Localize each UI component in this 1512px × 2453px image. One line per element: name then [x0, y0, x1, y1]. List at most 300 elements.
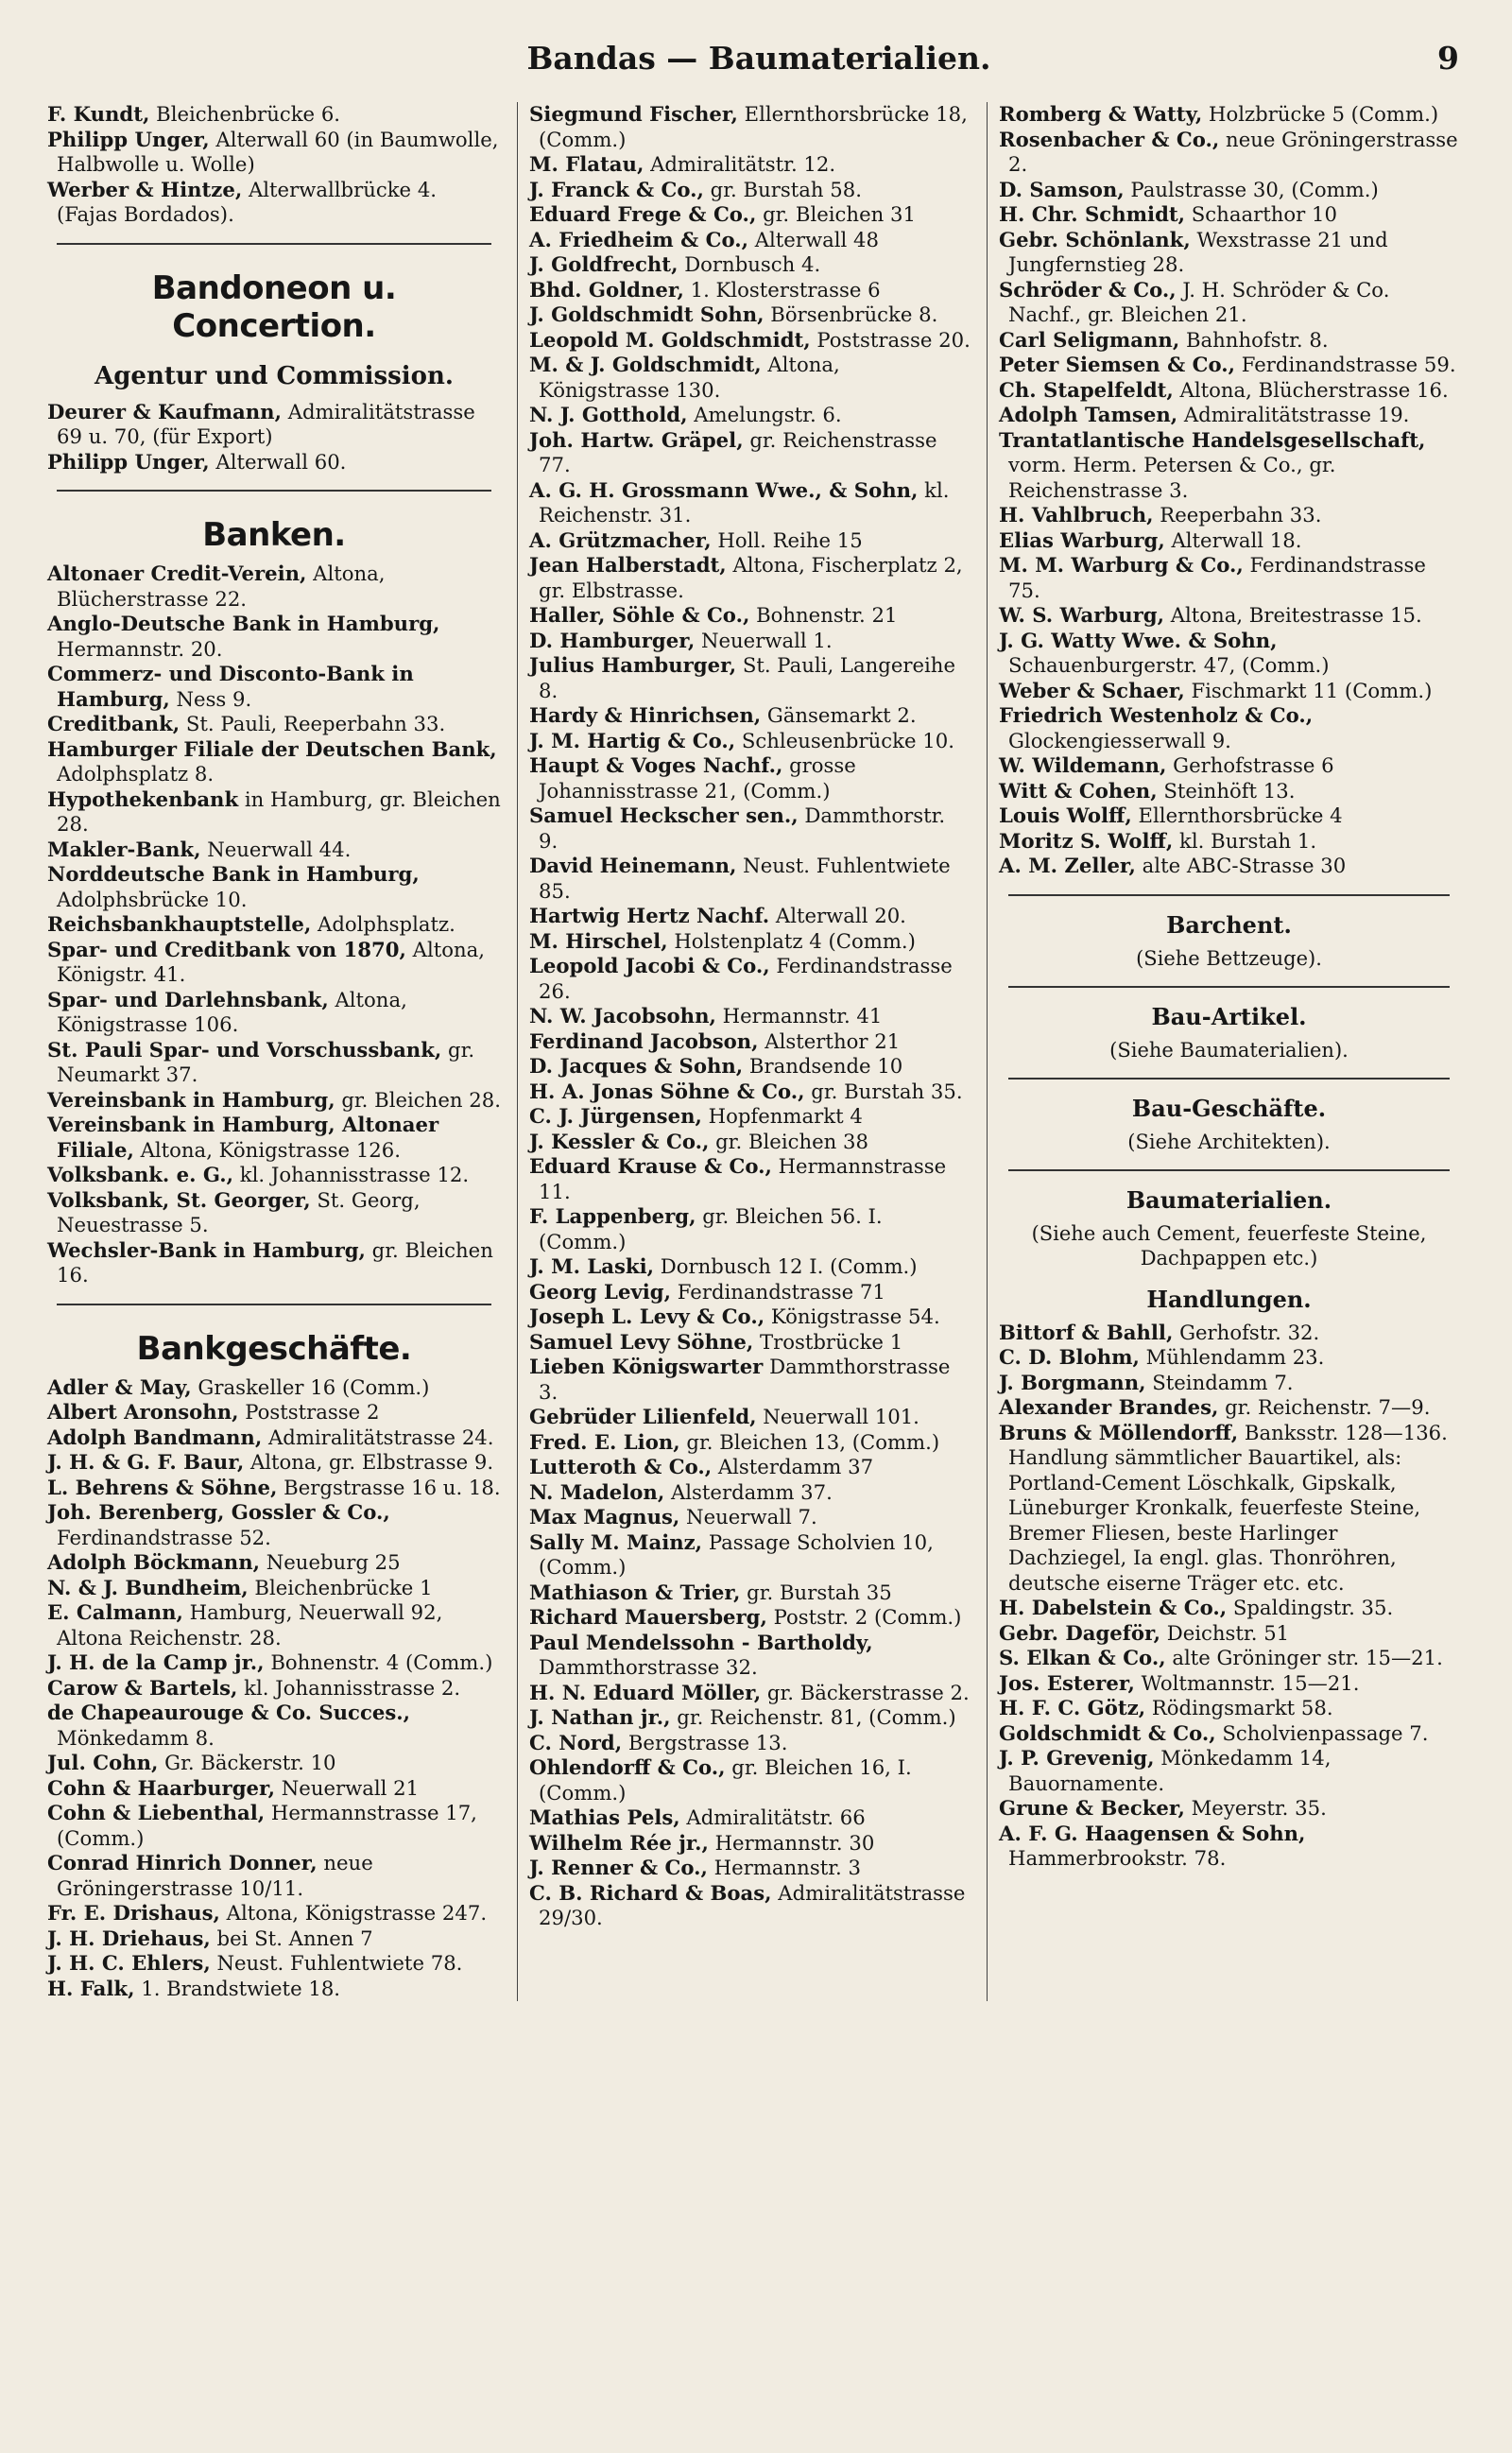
entry-name: Romberg & Watty, [999, 102, 1203, 126]
directory-entry [529, 553, 971, 603]
directory-entry [999, 829, 1459, 855]
directory-entry [47, 1650, 501, 1676]
entry-address: kl. Johannisstrasse 12. [233, 1163, 470, 1186]
entry-name: Volksbank. e. G., [47, 1163, 233, 1186]
entry-name: W. S. Warburg, [999, 603, 1164, 627]
entry-address: Bleichenbrücke 6. [149, 102, 341, 126]
entry-address: Alterwall 48 [747, 227, 879, 251]
directory-entry [529, 252, 971, 278]
entry-name: A. Grützmacher, [529, 527, 712, 552]
directory-entry [47, 1977, 501, 2002]
directory-entry [999, 1421, 1459, 1597]
directory-entry [529, 328, 971, 354]
entry-name: J. H. & G. F. Baur, [47, 1450, 245, 1474]
entry-address: gr. Burstah 35. [804, 1079, 963, 1103]
directory-entry [47, 1550, 501, 1576]
entry-address: Alterwall 60 (in Baumwolle, Halbwolle u. Wolle) [57, 127, 499, 176]
directory-entry [529, 1304, 971, 1330]
entry-name: Mathias Pels, [529, 1805, 680, 1829]
entry-address: Adolphsbrücke 10. [57, 887, 248, 911]
entry-name: St. Pauli Spar- und Vorschussbank, [47, 1037, 442, 1062]
entry-name: Grune & Becker, [999, 1796, 1185, 1820]
entry-name: Fr. E. Drishaus, [47, 1901, 220, 1925]
entry-name: J. Goldfrecht, [529, 252, 679, 276]
entry-name: H. Dabelstein & Co., [999, 1596, 1228, 1619]
entry-name: C. J. Jürgensen, [529, 1104, 702, 1128]
entry-name: Altonaer Credit-Verein, [47, 561, 307, 585]
directory-entry [47, 712, 501, 737]
directory-entry [999, 779, 1459, 804]
section-divider [57, 1304, 491, 1305]
entry-address: Adolphsplatz. [311, 912, 455, 936]
directory-entry [529, 102, 971, 152]
entry-address: gr. Reichenstr. 7—9. [1218, 1395, 1431, 1419]
directory-entry [529, 428, 971, 478]
directory-entry [47, 1163, 501, 1188]
directory-entry [529, 1455, 971, 1480]
directory-entry [999, 1822, 1459, 1872]
directory-entry [47, 1951, 501, 1977]
entry-name: Moritz S. Wolff, [999, 828, 1174, 853]
entry-name: A. M. Zeller, [999, 854, 1136, 877]
entry-address: Bahnhofstr. 8. [1179, 327, 1329, 352]
directory-entry [529, 1004, 971, 1029]
directory-entry [529, 1029, 971, 1055]
directory-entry [529, 202, 971, 228]
entry-name: Peter Siemsen & Co., [999, 353, 1235, 376]
entry-name: Wilhelm Rée jr., [529, 1830, 709, 1855]
section-divider [1008, 1078, 1450, 1080]
entry-address: Alsterthor 21 [758, 1028, 901, 1053]
page-header [47, 40, 1470, 83]
directory-entry [529, 528, 971, 554]
directory-entry [47, 1450, 501, 1476]
entry-address: Gr. Bäckerstr. 10 [158, 1751, 336, 1774]
directory-entry [529, 854, 971, 904]
entry-name: Spar- und Creditbank von 1870, [47, 937, 406, 961]
directory-entry [529, 1080, 971, 1105]
entry-address: Hammerbrookstr. 78. [1008, 1846, 1227, 1870]
entry-name: J. Goldschmidt Sohn, [529, 302, 765, 326]
directory-entry [529, 1104, 971, 1130]
section-heading: Bankgeschäfte. [136, 1329, 412, 1368]
directory-entry [999, 328, 1459, 354]
entry-address: Hopfenmarkt 4 [701, 1104, 863, 1128]
directory-entry [999, 1746, 1459, 1796]
entry-address: Admiralitätstrasse 24. [262, 1425, 494, 1449]
directory-entry [529, 1755, 971, 1805]
entry-name: Max Magnus, [529, 1505, 680, 1529]
columns [47, 102, 1470, 2001]
entry-address: Adolphsplatz 8. [57, 762, 215, 786]
entry-address: Admiralitätstr. 66 [679, 1805, 866, 1829]
entry-address: Dornbusch 12 I. (Comm.) [654, 1254, 918, 1278]
entry-name: N. J. Gotthold, [529, 403, 688, 426]
entry-address: Alsterdamm 37 [712, 1455, 874, 1478]
directory-entry [47, 612, 501, 662]
entry-name: Sally M. Mainz, [529, 1529, 703, 1554]
entry-address: gr. Burstah 35 [740, 1580, 892, 1604]
directory-entry [47, 737, 501, 787]
entry-address: Königstrasse 54. [765, 1304, 940, 1328]
entry-name: Spar- und Darlehnsbank, [47, 987, 329, 1011]
entry-name: Eduard Frege & Co., [529, 202, 757, 226]
entry-address: Fischmarkt 11 (Comm.) [1184, 678, 1433, 702]
entry-address: Steindamm 7. [1145, 1370, 1294, 1394]
directory-entry [529, 1505, 971, 1530]
section-heading: Bandoneon u. Concertion. [151, 268, 397, 345]
directory-entry [999, 1621, 1459, 1647]
entry-name: H. Vahlbruch, [999, 503, 1154, 527]
entry-address: Hermannstr. 3 [707, 1856, 861, 1879]
directory-entry [529, 302, 971, 328]
directory-entry [47, 1500, 501, 1550]
entry-address: kl. Burstah 1. [1173, 828, 1317, 853]
entry-name: Jul. Cohn, [47, 1751, 159, 1774]
entry-address: J. H. Schröder & Co. Nachf., gr. Bleichen 21. [1008, 277, 1390, 326]
entry-address: Glockengiesserwall 9. [1008, 728, 1231, 752]
entry-address: Bohnenstr. 21 [749, 603, 898, 627]
entry-name: Lieben Königswarter [529, 1355, 764, 1378]
entry-address: Alsterdamm 37. [664, 1479, 833, 1504]
entry-address: alte Gröninger str. 15—21. [1165, 1646, 1443, 1669]
directory-entry [47, 1375, 501, 1401]
entry-address: Altona, Königstrasse 106. [57, 987, 407, 1036]
entry-address: Hermannstr. 20. [57, 636, 223, 661]
entry-name: Haller, Söhle & Co., [529, 603, 750, 627]
entry-name: Friedrich Westenholz & Co., [999, 703, 1314, 727]
directory-entry [47, 178, 501, 228]
entry-name: E. Calmann, [47, 1600, 183, 1624]
entry-name: Haupt & Voges Nachf., [529, 753, 783, 777]
directory-entry [999, 1646, 1459, 1671]
directory-entry [47, 1776, 501, 1802]
entry-address: Brandsende 10 [743, 1054, 903, 1078]
entry-name: J. M. Hartig & Co., [529, 728, 736, 752]
entry-address: Neuerwall 21 [275, 1775, 420, 1800]
directory-entry [47, 862, 501, 912]
section-divider [1008, 894, 1450, 896]
section-divider [57, 243, 491, 245]
entry-address: Neuerwall 44. [200, 837, 352, 861]
directory-entry [47, 1701, 501, 1751]
directory-entry [529, 1204, 971, 1254]
directory-entry [47, 912, 501, 938]
entry-name: Leopold Jacobi & Co., [529, 954, 770, 977]
entry-name: de Chapeaurouge & Co. Succes., [47, 1701, 411, 1724]
entry-address: Bohnenstr. 4 (Comm.) [264, 1650, 493, 1674]
entry-name: J. P. Grevenig, [999, 1746, 1155, 1770]
entry-address: kl. Johannisstrasse 2. [237, 1675, 461, 1700]
entry-name: H. Falk, [47, 1976, 135, 2000]
directory-entry [529, 1631, 971, 1681]
entry-address: Ness 9. [169, 686, 252, 711]
directory-entry [999, 1596, 1459, 1621]
entry-address: Neust. Fuhlentwiete 85. [539, 854, 951, 903]
directory-entry [529, 1530, 971, 1581]
entry-name: Georg Levig, [529, 1279, 671, 1304]
directory-entry [47, 662, 501, 712]
directory-entry [999, 553, 1459, 603]
directory-entry [47, 102, 501, 128]
directory-entry [999, 102, 1459, 128]
entry-address: Rödingsmarkt 58. [1145, 1696, 1333, 1719]
entry-address: Admiralitätstrasse 19. [1177, 403, 1410, 426]
directory-entry [47, 1088, 501, 1114]
entry-address: Poststrasse 2 [238, 1400, 380, 1424]
entry-name: Siegmund Fischer, [529, 102, 738, 126]
entry-name: W. Wildemann, [999, 753, 1167, 777]
entry-name: Commerz- und Disconto-Bank in Hamburg, [47, 662, 414, 711]
entry-address: Altona, Fischerplatz 2, gr. Elbstrasse. [539, 553, 963, 602]
entry-address: gr. Bleichen 16, I. (Comm.) [539, 1755, 912, 1805]
directory-entry [999, 1321, 1459, 1346]
entry-address: St. Pauli, Langereihe 8. [539, 653, 955, 702]
directory-entry [529, 1355, 971, 1405]
directory-entry [999, 1696, 1459, 1721]
entry-name: J. Borgmann, [999, 1370, 1146, 1394]
entry-name: Wechsler-Bank in Hamburg, [47, 1237, 366, 1262]
directory-entry [529, 1130, 971, 1155]
entry-name: Adler & May, [47, 1374, 192, 1399]
subsection-heading: Bau-Artikel. [1151, 1002, 1307, 1030]
entry-address: Bleichenbrücke 1 [248, 1575, 433, 1599]
entry-name: Gebrüder Lilienfeld, [529, 1405, 757, 1428]
entry-name: N. W. Jacobsohn, [529, 1004, 716, 1028]
entry-name: Albert Aronsohn, [47, 1400, 239, 1424]
directory-entry [999, 353, 1459, 378]
entry-address: Paulstrasse 30, (Comm.) [1124, 177, 1379, 201]
entry-address: Amelungstr. 6. [687, 403, 842, 426]
directory-entry [529, 1731, 971, 1756]
directory-entry [999, 854, 1459, 879]
entry-address: alte ABC-Strasse 30 [1135, 854, 1347, 877]
entry-address: Steinhöft 13. [1157, 778, 1296, 803]
entry-address: gr. Bleichen 13, (Comm.) [679, 1429, 940, 1454]
directory-entry [47, 1476, 501, 1501]
entry-name: J. Franck & Co., [529, 177, 704, 201]
directory-entry [999, 1721, 1459, 1747]
directory-entry [47, 988, 501, 1038]
directory-entry [529, 1605, 971, 1631]
entry-name: Ch. Stapelfeldt, [999, 377, 1174, 402]
entry-name: Carl Seligmann, [999, 327, 1180, 352]
page-number: 9 [1437, 40, 1459, 77]
directory-entry [529, 929, 971, 955]
entry-address: Ellernthorsbrücke 18, (Comm.) [539, 102, 968, 151]
directory-entry [47, 787, 501, 838]
entry-name: M. & J. Goldschmidt, [529, 353, 762, 376]
entry-address: gr. Burstah 58. [703, 177, 862, 201]
entry-address: Ferdinandstrasse 75. [1008, 553, 1426, 602]
directory-entry [529, 1430, 971, 1456]
entry-address: Ferdinandstrasse 52. [57, 1525, 271, 1549]
entry-name: Adolph Tamsen, [999, 403, 1178, 426]
entry-address: Gerhofstrasse 6 [1166, 753, 1334, 777]
entry-name: Philipp Unger, [47, 449, 210, 474]
directory-entry [47, 1425, 501, 1451]
entry-address: Trostbrücke 1 [753, 1329, 903, 1354]
entry-address: Admiralitätstrasse 69 u. 70, (für Export) [57, 399, 475, 448]
entry-address: Alterwall 60. [209, 449, 347, 474]
entry-address: Holzbrücke 5 (Comm.) [1202, 102, 1439, 126]
entry-name: Vereinsbank in Hamburg, Altonaer Filiale, [47, 1113, 439, 1162]
entry-name: D. Hamburger, [529, 628, 696, 652]
entry-name: D. Samson, [999, 177, 1125, 201]
entry-address: Dammthorstr. 9. [539, 803, 946, 853]
entry-name: Hardy & Hinrichsen, [529, 703, 762, 727]
cross-reference: (Siehe Baumaterialien). [1109, 1038, 1349, 1062]
entry-name: C. D. Blohm, [999, 1345, 1140, 1369]
entry-address: 1. Klosterstrasse 6 [683, 277, 881, 302]
entry-address: Woltmannstr. 15—21. [1134, 1670, 1360, 1695]
directory-entry [999, 1395, 1459, 1421]
entry-address: neue Gröningerstrasse 10/11. [57, 1851, 373, 1900]
entry-name: A. G. H. Grossmann Wwe., & Sohn, [529, 477, 919, 502]
entry-name: D. Jacques & Sohn, [529, 1054, 744, 1078]
subsection-heading: Bau-Geschäfte. [1131, 1094, 1327, 1122]
directory-entry [529, 1254, 971, 1280]
entry-address: Admiralitätstr. 12. [644, 152, 836, 176]
directory-entry [999, 803, 1459, 829]
entry-name: J. H. C. Ehlers, [47, 1951, 211, 1975]
entry-address: neue Gröningerstrasse 2. [1008, 127, 1458, 176]
entry-name: J. H. Driehaus, [47, 1926, 211, 1950]
entry-name: Lutteroth & Co., [529, 1455, 713, 1478]
entry-name: J. Renner & Co., [529, 1856, 708, 1879]
entry-address: Neuerwall 101. [756, 1405, 919, 1428]
entry-address: Alterwall 18. [1164, 527, 1302, 552]
directory-entry [999, 679, 1459, 704]
entry-address: grosse Johannisstrasse 21, (Comm.) [539, 753, 856, 803]
entry-address: Altona, Blücherstrasse 16. [1173, 377, 1449, 402]
entry-name: Ohlendorff & Co., [529, 1755, 726, 1779]
entry-address: Poststrasse 20. [810, 327, 971, 352]
running-title: Bandas — Baumaterialien. [526, 40, 991, 77]
entry-name: Anglo-Deutsche Bank in Hamburg, [47, 612, 440, 635]
entry-name: J. Nathan jr., [529, 1705, 671, 1729]
entry-name: Fred. E. Lion, [529, 1429, 680, 1454]
entry-name: C. Nord, [529, 1730, 623, 1754]
entry-address: Altona, gr. Elbstrasse 9. [244, 1450, 494, 1474]
entry-name: Goldschmidt & Co., [999, 1720, 1216, 1745]
directory-entry [529, 228, 971, 253]
entry-address: Ferdinandstrasse 71 [671, 1279, 885, 1304]
entry-name: A. Friedheim & Co., [529, 227, 748, 251]
entry-name: Samuel Levy Söhne, [529, 1329, 754, 1354]
entry-address: Ferdinandstrasse 26. [539, 954, 953, 1003]
entry-name: J. G. Watty Wwe. & Sohn, [999, 628, 1278, 652]
entry-address: Poststr. 2 (Comm.) [766, 1605, 962, 1629]
entry-name: Gebr. Schönlank, [999, 227, 1191, 251]
column-1 [47, 102, 501, 2001]
entry-address: gr. Bleichen 38 [709, 1129, 868, 1153]
entry-address: Alterwall 20. [769, 904, 906, 927]
directory-entry [47, 938, 501, 988]
entry-name: M. M. Warburg & Co., [999, 553, 1244, 577]
entry-name: Deurer & Kaufmann, [47, 399, 282, 423]
entry-name: Reichsbankhauptstelle, [47, 912, 312, 936]
entry-name: Cohn & Haarburger, [47, 1775, 275, 1800]
directory-entry [999, 278, 1459, 328]
entry-address: Dornbusch 4. [678, 252, 821, 276]
directory-entry [47, 1751, 501, 1776]
directory-entry [529, 1054, 971, 1080]
entry-address: Passage Scholvien 10, (Comm.) [539, 1529, 934, 1579]
entry-address: Altona, Blücherstrasse 22. [57, 561, 386, 611]
entry-address: Altona, Königstrasse 247. [219, 1901, 488, 1925]
entry-name: Schröder & Co., [999, 277, 1177, 302]
entry-name: Richard Mauersberg, [529, 1605, 767, 1629]
directory-entry [47, 1926, 501, 1952]
entry-name: Ferdinand Jacobson, [529, 1028, 759, 1053]
section-divider [1008, 986, 1450, 988]
entry-address: Schaarthor 10 [1185, 202, 1337, 226]
entry-address: Börsenbrücke 8. [764, 302, 938, 326]
entry-address: Ferdinandstrasse 59. [1234, 353, 1456, 376]
entry-address: gr. Neumarkt 37. [57, 1037, 475, 1086]
entry-address: Ellernthorsbrücke 4 [1131, 803, 1343, 827]
directory-entry [999, 703, 1459, 753]
entry-address: Mönkedamm 8. [57, 1725, 215, 1750]
directory-entry [47, 450, 501, 475]
directory-entry [529, 1280, 971, 1305]
entry-name: Mathiason & Trier, [529, 1580, 741, 1604]
entry-address: gr. Reichenstrasse 77. [539, 427, 937, 476]
entry-name: Hypothekenbank [47, 786, 239, 811]
entry-address: Altona, Königstr. 41. [57, 937, 486, 986]
directory-entry [529, 1856, 971, 1881]
entry-name: H. Chr. Schmidt, [999, 202, 1186, 226]
directory-entry [999, 603, 1459, 629]
directory-entry [999, 378, 1459, 404]
entry-address: bei St. Annen 7 [210, 1926, 373, 1950]
entry-name: David Heinemann, [529, 854, 737, 877]
entry-address: Hermannstr. 30 [708, 1830, 875, 1855]
entry-address: gr. Bäckerstrasse 2. [761, 1680, 970, 1704]
entry-address: gr. Bleichen 16. [57, 1237, 493, 1287]
directory-entry [529, 1881, 971, 1931]
entry-name: Alexander Brandes, [999, 1395, 1219, 1419]
entry-address: Neuerwall 7. [679, 1505, 817, 1529]
entry-name: Jean Halberstadt, [529, 553, 727, 577]
entry-name: Conrad Hinrich Donner, [47, 1851, 318, 1874]
subsection-heading: Agentur und Commission. [94, 361, 454, 390]
directory-entry [47, 1238, 501, 1288]
directory-entry [47, 1600, 501, 1650]
directory-entry [47, 1576, 501, 1601]
entry-name: H. N. Eduard Möller, [529, 1680, 762, 1704]
directory-entry [47, 1901, 501, 1926]
entry-name: Hamburger Filiale der Deutschen Bank, [47, 736, 497, 761]
entry-name: Joh. Hartw. Gräpel, [529, 427, 744, 452]
entry-name: H. A. Jonas Söhne & Co., [529, 1079, 805, 1103]
directory-entry [47, 1038, 501, 1088]
entry-name: J. H. de la Camp jr., [47, 1650, 265, 1674]
entry-address: Neust. Fuhlentwiete 78. [210, 1951, 463, 1975]
directory-entry [529, 1681, 971, 1706]
directory-entry [999, 128, 1459, 178]
entry-name: Creditbank, [47, 712, 180, 735]
entry-address: Wexstrasse 21 und Jungfernstieg 28. [1008, 227, 1388, 276]
directory-entry [47, 1676, 501, 1702]
directory-entry [529, 703, 971, 729]
directory-entry [529, 803, 971, 854]
subsection-heading: Barchent. [1166, 910, 1292, 939]
directory-entry [999, 1671, 1459, 1697]
entry-name: Jos. Esterer, [999, 1670, 1135, 1695]
entry-address: gr. Bleichen 31 [756, 202, 916, 226]
